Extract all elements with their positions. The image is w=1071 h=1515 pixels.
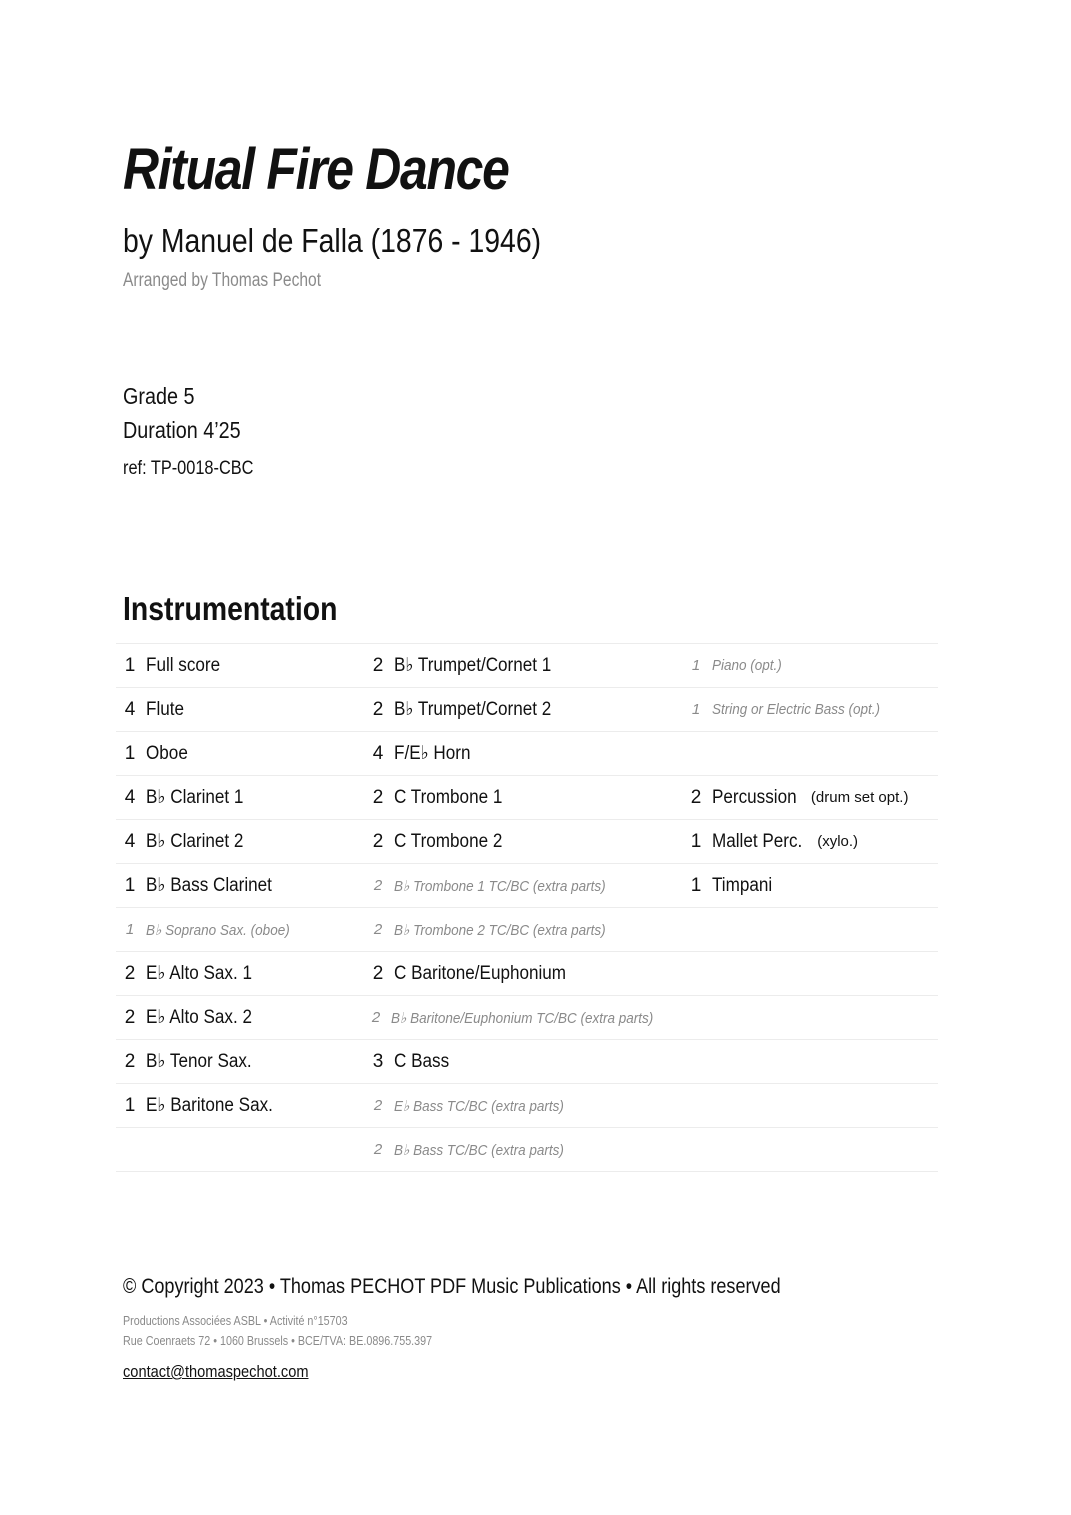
instrument-name: Piano (opt.) <box>712 657 783 674</box>
table-row <box>116 1040 938 1084</box>
instrument-cell <box>682 644 938 687</box>
instrument-cell <box>364 952 682 995</box>
instrument-name: B♭ Bass TC/BC (extra parts) <box>394 1141 565 1159</box>
part-quantity: 2 <box>373 1097 383 1114</box>
part-quantity: 1 <box>124 874 136 896</box>
composer-line: by Manuel de Falla (1876 - 1946) <box>123 222 542 259</box>
instrument-cell <box>364 1040 682 1083</box>
part-quantity: 4 <box>372 742 384 764</box>
instrument-name: B♭ Soprano Sax. (oboe) <box>146 921 291 939</box>
part-quantity: 1 <box>125 921 135 938</box>
instrument-name: B♭ Clarinet 2 <box>146 831 244 852</box>
instrument-name: B♭ Baritone/Euphonium TC/BC (extra parts) <box>390 1009 653 1027</box>
part-quantity: 2 <box>690 786 702 808</box>
instrument-name: B♭ Clarinet 1 <box>146 787 244 808</box>
instrument-name: C Baritone/Euphonium <box>394 962 567 984</box>
part-quantity: 2 <box>372 698 384 720</box>
instrument-name: E♭ Bass TC/BC (extra parts) <box>394 1097 565 1115</box>
instrument-cell <box>364 820 682 863</box>
instrument-cell <box>116 644 364 687</box>
publisher-address-line-2: Rue Coenraets 72 • 1060 Brussels • BCE/TVA: BE.0896.755.397 <box>123 1334 433 1348</box>
part-quantity: 2 <box>372 786 384 808</box>
table-row <box>116 1128 938 1172</box>
instrument-name: B♭ Trumpet/Cornet 1 <box>394 655 552 676</box>
instrument-cell <box>116 864 364 907</box>
part-quantity: 1 <box>690 874 702 896</box>
part-quantity: 1 <box>124 742 136 764</box>
instrument-cell <box>682 952 938 995</box>
part-quantity: 2 <box>124 1050 136 1072</box>
part-quantity: 4 <box>124 786 136 808</box>
table-row <box>116 864 938 908</box>
part-quantity: 2 <box>372 830 384 852</box>
part-quantity: 2 <box>371 1009 381 1026</box>
duration-label: Duration 4’25 <box>123 417 241 443</box>
instrument-name: E♭ Alto Sax. 1 <box>146 963 253 984</box>
part-quantity: 2 <box>372 962 384 984</box>
part-quantity: 1 <box>691 701 701 718</box>
instrument-cell <box>116 1084 364 1127</box>
instrument-name: Percussion <box>712 786 798 808</box>
instrument-name: Mallet Perc. <box>712 830 803 852</box>
part-quantity: 2 <box>372 654 384 676</box>
table-row <box>116 908 938 952</box>
instrument-name: Timpani <box>712 874 773 896</box>
instrument-name: C Bass <box>394 1050 450 1072</box>
instrument-name: E♭ Baritone Sax. <box>146 1095 274 1116</box>
part-quantity: 1 <box>124 1094 136 1116</box>
table-row <box>116 776 938 820</box>
publisher-address-line-1: Productions Associées ASBL • Activité n°15703 <box>123 1314 348 1328</box>
reference-code: ref: TP-0018-CBC <box>123 458 254 479</box>
table-row <box>116 732 938 776</box>
grade-label: Grade 5 <box>123 383 195 409</box>
instrument-cell <box>682 996 938 1039</box>
part-quantity: 2 <box>373 921 383 938</box>
instrument-cell <box>682 1128 938 1171</box>
instrument-cell <box>116 908 364 951</box>
contact-email-link[interactable]: contact@thomaspechot.com <box>123 1362 309 1381</box>
instrument-cell <box>116 688 364 731</box>
part-quantity: 2 <box>124 962 136 984</box>
instrument-name: Oboe <box>146 742 189 764</box>
table-row <box>116 644 938 688</box>
instrument-cell <box>682 1040 938 1083</box>
instrument-cell <box>364 864 682 907</box>
piece-title: Ritual Fire Dance <box>123 137 509 202</box>
instrument-cell <box>682 820 938 863</box>
instrument-cell <box>364 996 682 1039</box>
instrument-name: C Trombone 1 <box>394 786 503 808</box>
instrumentation-table <box>116 643 938 1172</box>
part-quantity: 1 <box>124 654 136 676</box>
instrument-cell <box>364 908 682 951</box>
part-quantity: 2 <box>373 877 383 894</box>
instrument-cell <box>364 1084 682 1127</box>
instrument-cell <box>364 1128 682 1171</box>
instrument-name: B♭ Bass Clarinet <box>146 875 273 896</box>
instrument-note: (drum set opt.) <box>810 789 909 806</box>
instrument-name: E♭ Alto Sax. 2 <box>146 1007 253 1028</box>
table-row <box>116 952 938 996</box>
arranger-line: Arranged by Thomas Pechot <box>123 270 322 291</box>
instrument-cell <box>682 688 938 731</box>
instrument-cell <box>682 776 938 819</box>
instrument-name: B♭ Trombone 1 TC/BC (extra parts) <box>394 877 607 895</box>
part-quantity: 4 <box>124 830 136 852</box>
part-quantity: 1 <box>690 830 702 852</box>
instrument-name: B♭ Trumpet/Cornet 2 <box>394 699 552 720</box>
part-quantity: 4 <box>124 698 136 720</box>
instrument-cell <box>116 732 364 775</box>
instrument-cell <box>364 732 682 775</box>
instrument-cell <box>364 688 682 731</box>
part-quantity: 2 <box>373 1141 383 1158</box>
instrument-name: F/E♭ Horn <box>394 743 471 764</box>
table-row <box>116 996 938 1040</box>
instrument-cell <box>682 732 938 775</box>
instrument-cell <box>116 1128 364 1171</box>
table-row <box>116 1084 938 1128</box>
instrument-name: String or Electric Bass (opt.) <box>712 701 881 718</box>
instrument-cell <box>682 908 938 951</box>
copyright-notice: © Copyright 2023 • Thomas PECHOT PDF Music Publications • All rights reserved <box>123 1275 781 1298</box>
instrumentation-heading: Instrumentation <box>123 590 338 627</box>
table-row <box>116 688 938 732</box>
instrument-cell <box>682 1084 938 1127</box>
instrument-name: Full score <box>146 654 221 676</box>
instrument-cell <box>116 776 364 819</box>
instrument-cell <box>682 864 938 907</box>
instrument-name: B♭ Tenor Sax. <box>146 1051 253 1072</box>
instrument-name: C Trombone 2 <box>394 830 503 852</box>
table-row <box>116 820 938 864</box>
instrument-cell <box>364 776 682 819</box>
instrument-cell <box>116 952 364 995</box>
part-quantity: 3 <box>372 1050 384 1072</box>
instrument-cell <box>116 996 364 1039</box>
instrument-cell <box>116 1040 364 1083</box>
instrument-cell <box>364 644 682 687</box>
instrument-note: (xylo.) <box>817 833 859 850</box>
instrument-name: Flute <box>146 698 185 720</box>
instrument-name: B♭ Trombone 2 TC/BC (extra parts) <box>394 921 607 939</box>
part-quantity: 2 <box>124 1006 136 1028</box>
instrument-cell <box>116 820 364 863</box>
part-quantity: 1 <box>691 657 701 674</box>
